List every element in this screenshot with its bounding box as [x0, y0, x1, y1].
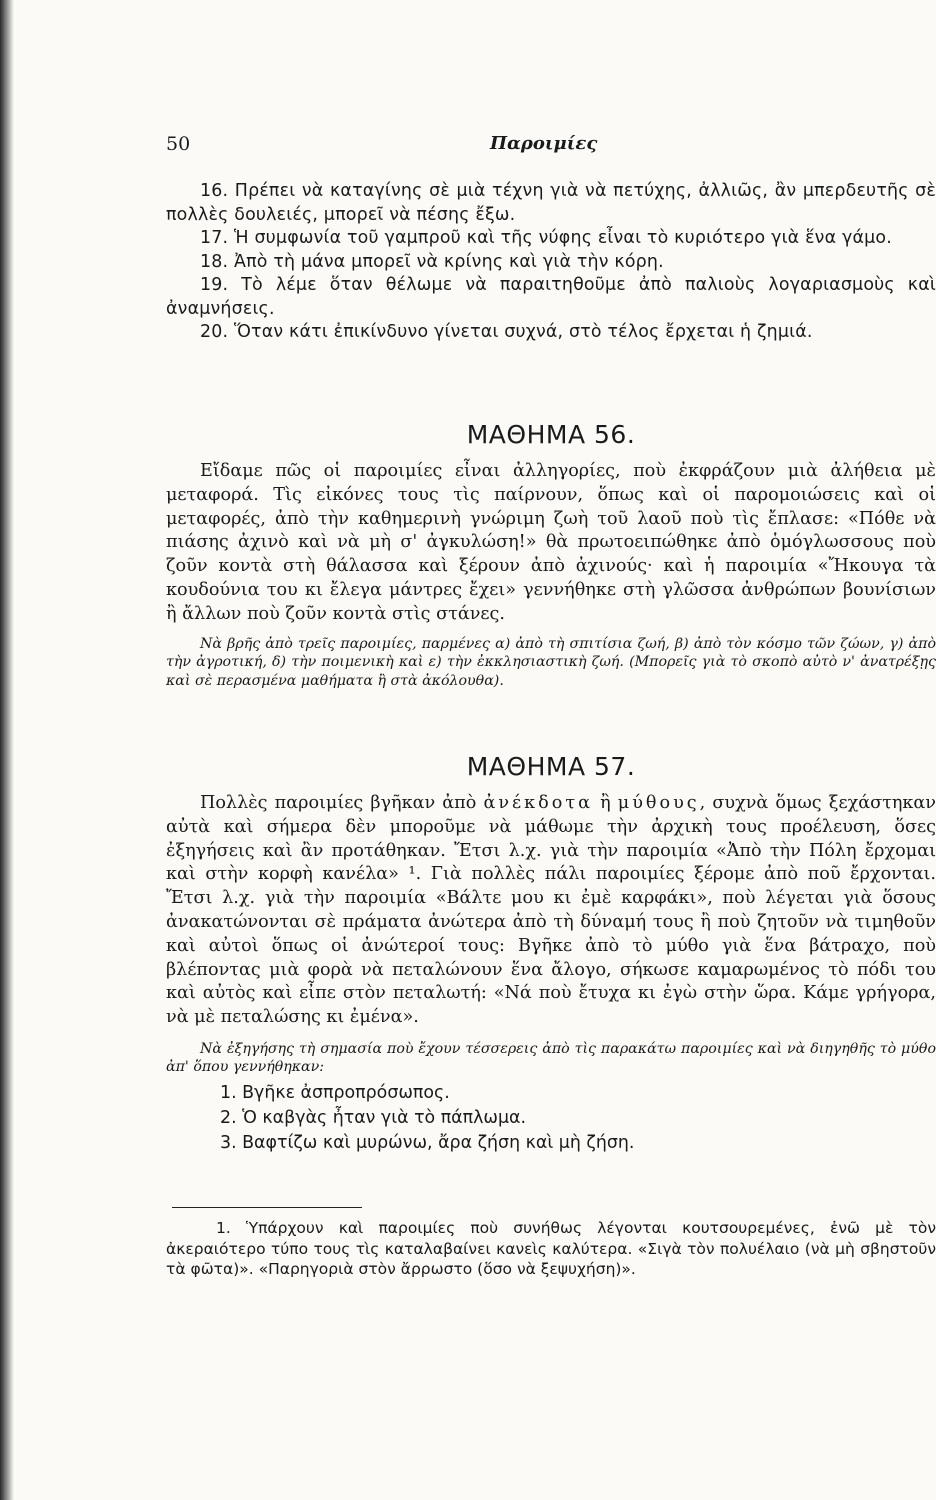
- proverb-explanation-18: 18. Ἀπὸ τὴ μάνα μπορεῖ νὰ κρίνης καὶ γιὰ τὴν κόρη.: [200, 251, 664, 272]
- lesson-57-title: ΜΑΘΗΜΑ 57.: [466, 752, 636, 781]
- page-edge-shadow: [0, 0, 14, 1500]
- proverb-explanation-19: 19. Τὸ λέμε ὅταν θέλωμε νὰ παραιτηθοῦμε ἀπὸ παλιοὺς λογαριασμοὺς καὶ ἀναμνήσεις.: [166, 275, 936, 319]
- list-item: 3. Βαφτίζω καὶ μυρώνω, ἄρα ζήση καὶ μὴ ζήση.: [220, 1132, 635, 1153]
- lesson-56-exercise: Νὰ βρῆς ἀπὸ τρεῖς παροιμίες, παρμένες α) ἀπὸ τὴ σπιτίσια ζωή, β) ἀπὸ τὸν κόσμο τῶν ζώων, γ) ἀπὸ τὴν ἀγροτική, δ) τὴν ποιμενικὴ καὶ ε) τὴν ἐκκλησιαστικὴ ζωή. (Μπορεῖς γιὰ τὸ σκοπὸ αὐτὸ ν' ἀνατρέξῃς καὶ σὲ περασμένα μαθήματα ἢ στὰ ἀκόλουθα).: [166, 635, 936, 689]
- lesson-57-exercise: Νὰ ἐξηγήσης τὴ σημασία ποὺ ἔχουν τέσσερεις ἀπὸ τὶς παρακάτω παροιμίες καὶ νὰ διηγηθῆς τὸ μύθο ἀπ' ὅπου γεννήθηκαν:: [166, 1040, 936, 1076]
- footnote-section: [166, 1218, 936, 1280]
- proverb-explanation-16: 16. Πρέπει νὰ καταγίνης σὲ μιὰ τέχνη γιὰ νὰ πετύχης, ἀλλιῶς, ἂν μπερδευτῆς σὲ πολλὲς δουλειές, μπορεῖ νὰ πέσης ἔξω.: [166, 181, 936, 225]
- proverb-explanation-17: 17. Ἡ συμφωνία τοῦ γαμπροῦ καὶ τῆς νύφης εἶναι τὸ κυριότερο γιὰ ἕνα γάμο.: [200, 228, 892, 248]
- lesson-57-section: [166, 792, 936, 1156]
- lesson-57-body: [166, 792, 936, 1030]
- proverb-explanations: [166, 180, 936, 345]
- spaced-word-myths: μύθους: [617, 793, 700, 813]
- proverb-explanation-20: 20. Ὅταν κάτι ἐπικίνδυνο γίνεται συχνά, στὸ τέλος ἔρχεται ἡ ζημιά.: [200, 322, 813, 342]
- lesson-56-title: ΜΑΘΗΜΑ 56.: [466, 420, 636, 449]
- lesson-57-body-or: ἢ: [592, 793, 618, 813]
- list-item: 2. Ὁ καβγὰς ἦταν γιὰ τὸ πάπλωμα.: [220, 1107, 527, 1128]
- lesson-57-body-start: Πολλὲς παροιμίες βγῆκαν ἀπὸ: [200, 793, 484, 813]
- lesson-56-section: [166, 460, 936, 690]
- page-header: [166, 133, 936, 157]
- lesson-57-body-rest: , συχνὰ ὅμως ξεχάστηκαν αὐτὰ καὶ σήμερα δὲν μποροῦμε νὰ μάθωμε τὴν ἀρχικὴ τους προέλευση, ὅσες ἐξηγήσεις καὶ ἂν προτάθηκαν. Ἔτσι λ.χ. γιὰ τὴν παροιμία «Ἀπὸ τὴν Πόλη ἔρχομαι καὶ στὴν κορφὴ κανέλα» ¹. Γιὰ πολλὲς πάλι παροιμίες ξέρομε ἀπὸ ποῦ ἔρχονται. Ἔτσι λ.χ. γιὰ τὴν παροιμία «Βάλτε μου κι ἐμὲ καρφάκι», ποὺ λέγεται γιὰ ὅσους ἀνακατώνονται σὲ πράματα ἀνώτερα ἀπὸ τὴ δύναμή τους ἢ ποὺ ζητοῦν νὰ τιμηθοῦν καὶ αὐτοὶ ὅπως οἱ ἀνώτεροί τους: Βγῆκε ἀπὸ τὸ μύθο γιὰ ἕνα βάτραχο, ποὺ βλέποντας μιὰ φορὰ νὰ πεταλώνουν ἕνα ἄλογο, σήκωσε καμαρωμένος τὸ πόδι του καὶ αὐτὸς καὶ εἶπε στὸν πεταλωτή: «Νά ποὺ ἔτυχα κι ἐγὼ στὴν ὥρα. Κάμε γρήγορα, νὰ μὲ πεταλώσης κι ἐμένα».: [166, 793, 936, 1028]
- lesson-57-proverb-list: [166, 1081, 936, 1156]
- footnote-divider: [172, 1207, 362, 1208]
- list-item: 1. Βγῆκε ἀσπροπρόσωπος.: [220, 1082, 450, 1103]
- running-title: Παροιμίες: [490, 133, 598, 154]
- page-number: 50: [166, 133, 191, 155]
- book-page: [166, 0, 936, 1500]
- spaced-word-anecdotes: ἀνέκδοτα: [483, 793, 593, 813]
- footnote-1: 1. Ὑπάρχουν καὶ παροιμίες ποὺ συνήθως λέγονται κουτσουρεμένες, ἐνῶ μὲ τὸν ἀκεραιότερο τύπο τους τὶς καταλαβαίνει κανεὶς καλύτερα. «Σιγὰ τὸν πολυέλαιο (νὰ μὴ σβηστοῦν τὰ φῶτα)». «Παρηγοριὰ στὸν ἄρρωστο (ὅσο νὰ ξεψυχήση)».: [166, 1219, 936, 1278]
- lesson-56-body: Εἴδαμε πῶς οἱ παροιμίες εἶναι ἀλληγορίες, ποὺ ἐκφράζουν μιὰ ἀλήθεια μὲ μεταφορά. Τὶς εἰκόνες τους τὶς παίρνουν, ὅπως καὶ οἱ παρομοιώσεις καὶ οἱ μεταφορές, ἀπὸ τὴν καθημερινὴ γνώριμη ζωὴ τοῦ λαοῦ ποὺ τὶς ἔπλασε: «Πόθε νὰ πιάσης ἀχινὸ καὶ νὰ μὴ σ' ἀγκυλώση!» θὰ πρωτοειπώθηκε ἀπὸ ὁμόγλωσσους ποὺ ζοῦν κοντὰ στὴ θάλασσα καὶ ξέρουν ἀπὸ ἀχινούς· καὶ ἡ παροιμία «Ἤκουγα τὰ κουδούνια του κι ἔλεγα μάντρες ἔχει» γεννήθηκε στὴ γλῶσσα ἀνθρώπων βουνίσιων ἢ ἄλλων ποὺ ζοῦν κοντὰ στὶς στάνες.: [166, 461, 936, 624]
